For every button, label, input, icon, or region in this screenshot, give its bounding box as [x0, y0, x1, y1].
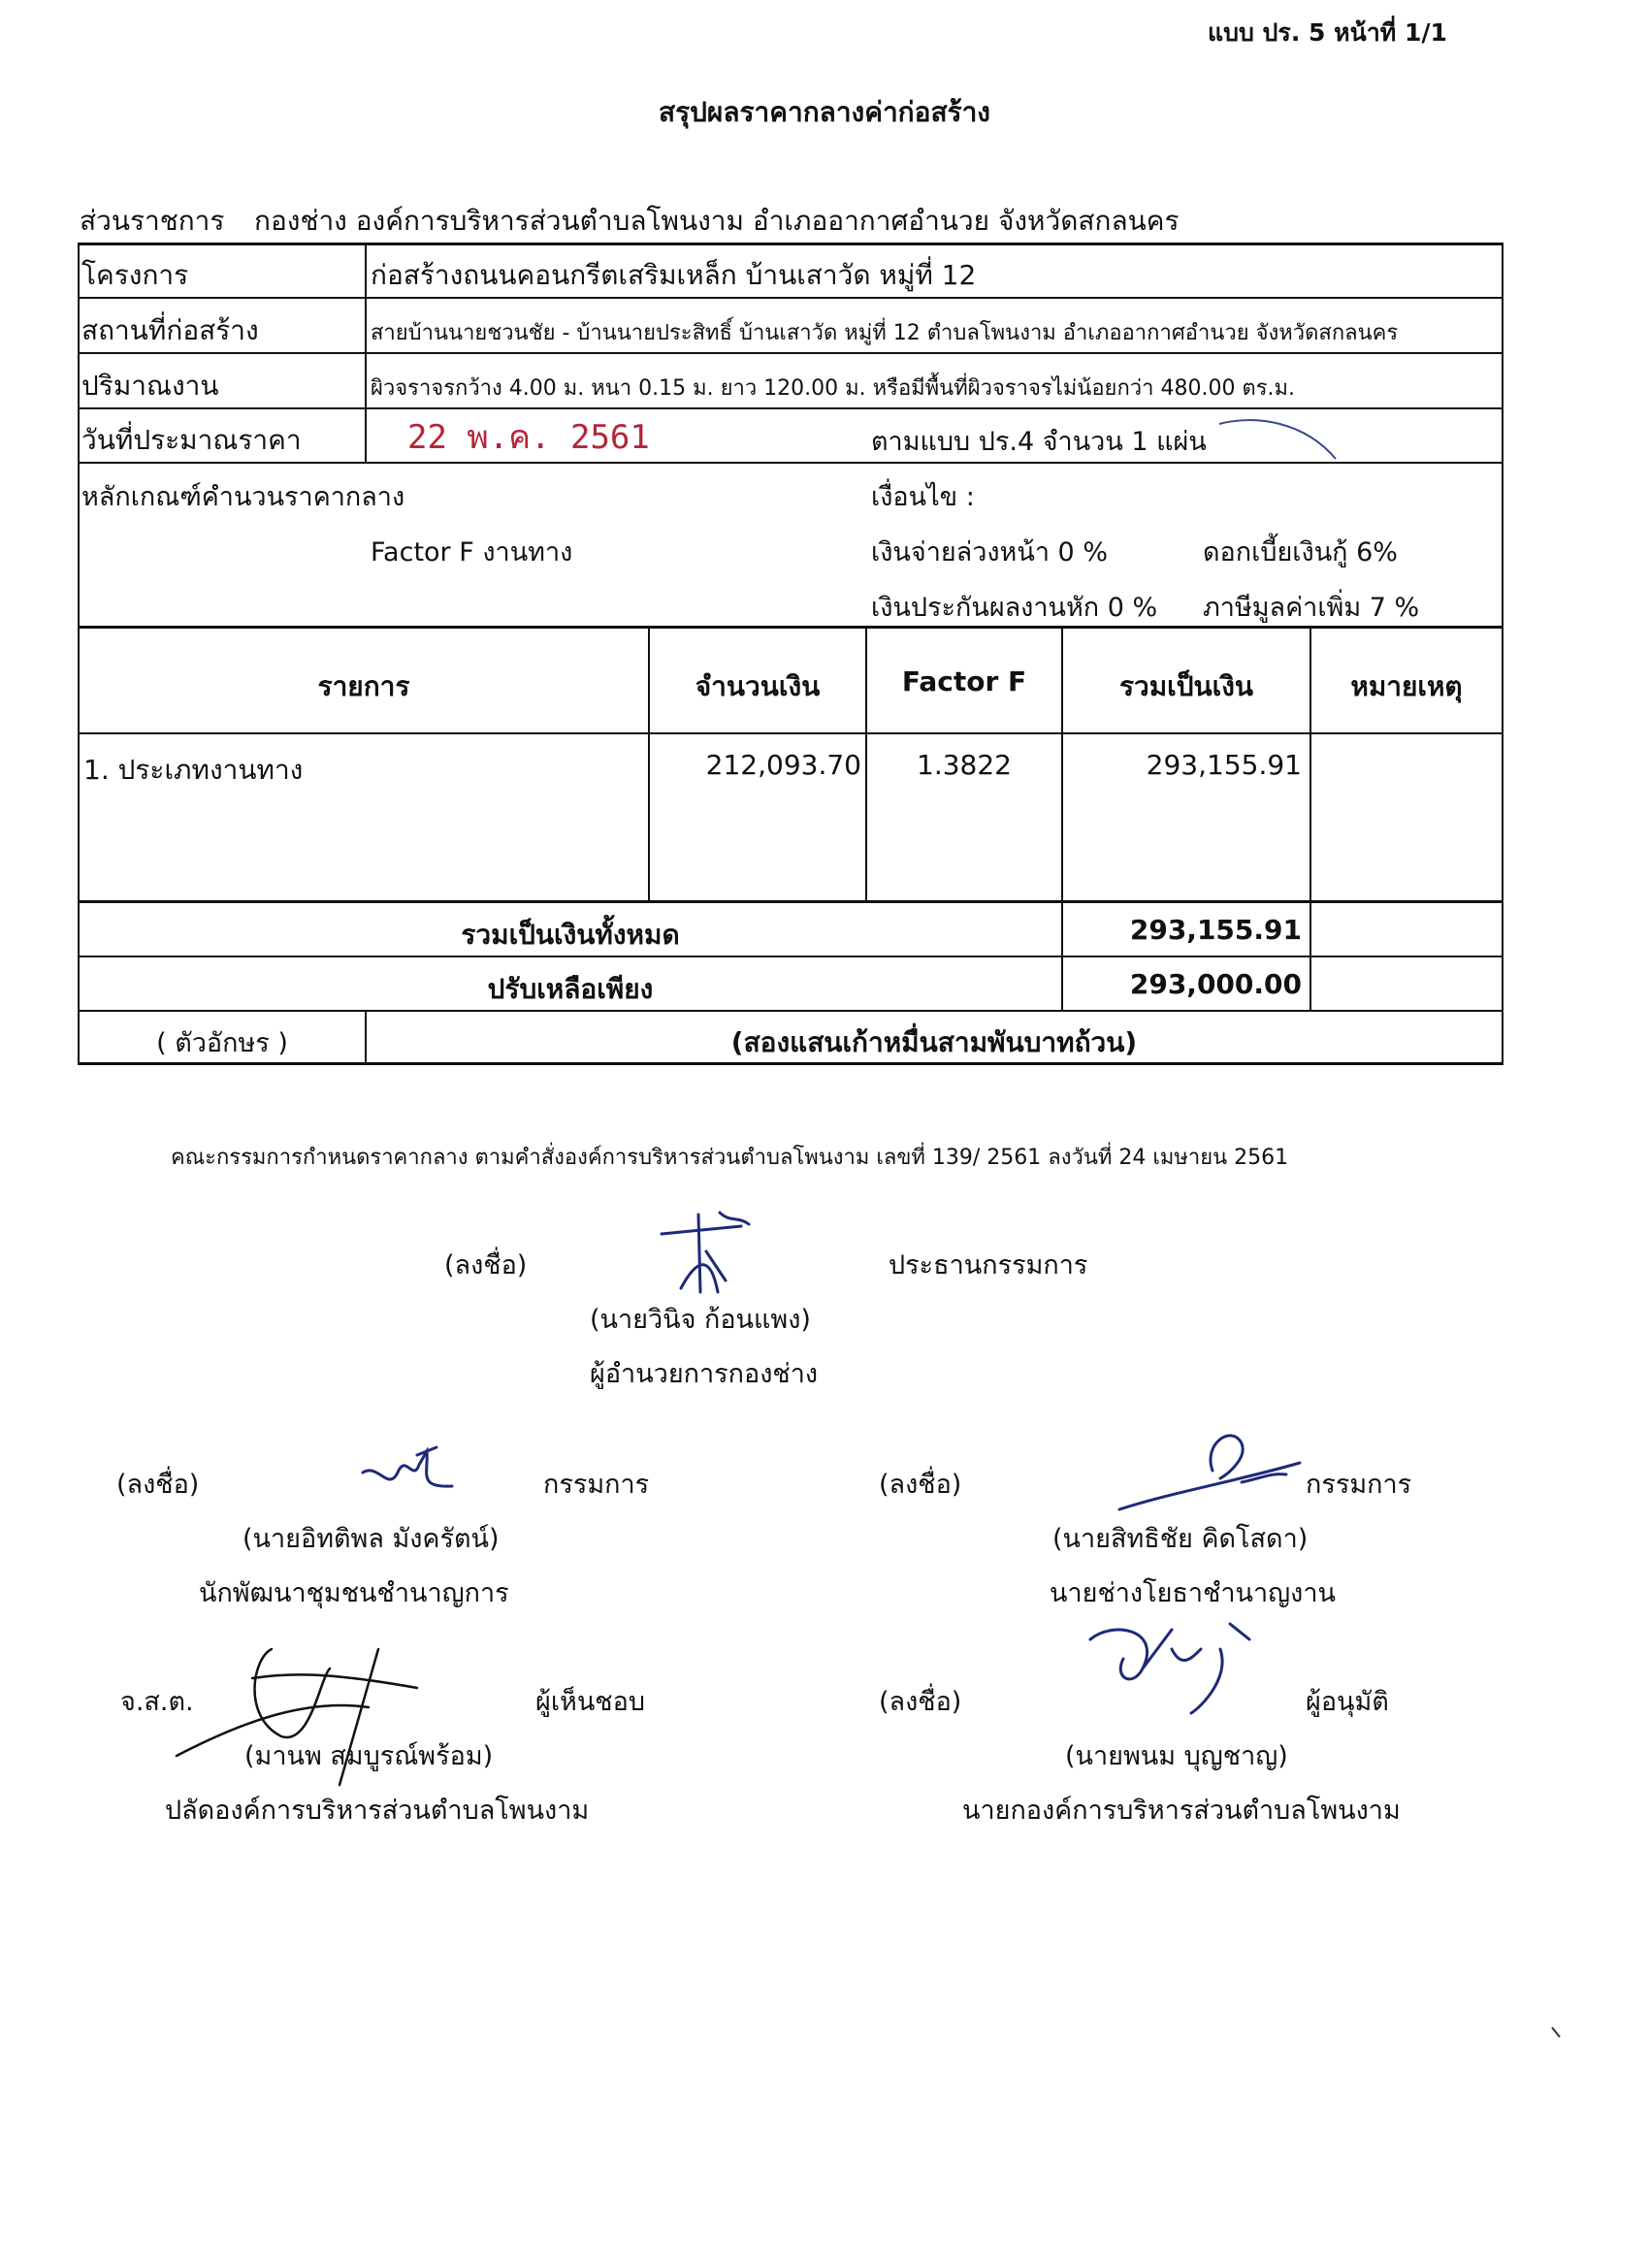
page-title: สรุปผลราคากลางค่าก่อสร้าง	[659, 96, 990, 128]
agency-label: ส่วนราชการ	[80, 205, 225, 237]
signer-position: ผู้อำนวยการกองช่าง	[590, 1359, 819, 1389]
role-label: กรรมการ	[543, 1470, 650, 1500]
header-factor: Factor F	[901, 665, 1027, 697]
header-total: รวมเป็นเงิน	[1118, 670, 1254, 702]
form-reference: ตามแบบ ปร.4 จำนวน 1 แผ่น	[871, 427, 1207, 457]
header-item: รายการ	[317, 670, 410, 702]
conditions-label: เงื่อนไข :	[871, 482, 975, 512]
signer-position: ปลัดองค์การบริหารส่วนตำบลโพนงาม	[165, 1796, 590, 1826]
site-value: สายบ้านนายชวนชัย - บ้านนายประสิทธิ์ บ้านเสาวัด หมู่ที่ 12 ตำบลโพนงาม อำเภออากาศอำนวย จังหวัดสกลนคร	[371, 321, 1399, 345]
signer-name: (นายพนม บุญชาญ)	[1065, 1741, 1288, 1771]
vat: ภาษีมูลค่าเพิ่ม 7 %	[1203, 593, 1420, 623]
words-label: ( ตัวอักษร )	[156, 1028, 288, 1058]
date-label: วันที่ประมาณราคา	[81, 424, 302, 456]
role-label: ผู้เห็นชอบ	[535, 1687, 645, 1717]
signer-name: (นายอิทติพล มังครัตน์)	[242, 1524, 500, 1554]
advance-payment: เงินจ่ายล่วงหน้า 0 %	[871, 537, 1108, 567]
signer-name: (นายวินิจ ก้อนแพง)	[590, 1305, 811, 1335]
loan-interest: ดอกเบี้ยเงินกู้ 6%	[1203, 537, 1398, 567]
project-label: โครงการ	[81, 259, 189, 291]
signer-name: (มานพ สมบูรณ์พร้อม)	[244, 1741, 494, 1771]
quantity-label: ปริมาณงาน	[81, 370, 219, 402]
handwritten-signature-member-2	[1116, 1424, 1310, 1521]
retention: เงินประกันผลงานหัก 0 %	[871, 593, 1158, 623]
signer-name: (นายสิทธิชัย คิดโสดา)	[1052, 1524, 1309, 1554]
sign-label: จ.ส.ต.	[120, 1687, 194, 1717]
role-label: ประธานกรรมการ	[889, 1250, 1088, 1280]
signer-position: นักพัฒนาชุมชนชำนาญการ	[199, 1578, 509, 1608]
sign-label: (ลงชื่อ)	[116, 1470, 200, 1500]
role-label: กรรมการ	[1306, 1470, 1412, 1500]
header-amount: จำนวนเงิน	[695, 670, 821, 702]
factor-label: Factor F งานทาง	[371, 537, 573, 567]
committee-statement: คณะกรรมการกำหนดราคากลาง ตามคำสั่งองค์การบริหารส่วนตำบลโพนงาม เลขที่ 139/ 2561 ลงวันที่ 24 เมษายน 2561	[171, 1146, 1289, 1170]
date-stamp: 22 พ.ค. 2561	[407, 418, 650, 457]
amount-in-words: (สองแสนเก้าหมื่นสามพันบาทถ้วน)	[730, 1026, 1138, 1058]
agency-value: กองช่าง องค์การบริหารส่วนตำบลโพนงาม อำเภออากาศอำนวย จังหวัดสกลนคร	[254, 205, 1180, 237]
rounded-label: ปรับเหลือเพียง	[487, 973, 654, 1005]
site-label: สถานที่ก่อสร้าง	[81, 314, 259, 346]
signer-position: นายกองค์การบริหารส่วนตำบลโพนงาม	[962, 1796, 1401, 1826]
grand-total-label: รวมเป็นเงินทั้งหมด	[461, 919, 680, 951]
row-factor: 1.3822	[917, 749, 1012, 781]
pen-stroke-mark	[1217, 412, 1343, 461]
signer-position: นายช่างโยธาชำนาญงาน	[1050, 1578, 1336, 1608]
handwritten-signature-approver	[1084, 1620, 1269, 1717]
header-note: หมายเหตุ	[1350, 670, 1463, 702]
project-value: ก่อสร้างถนนคอนกรีตเสริมเหล็ก บ้านเสาวัด หมู่ที่ 12	[371, 259, 977, 291]
role-label: ผู้อนุมัติ	[1306, 1687, 1389, 1717]
handwritten-signature-member-1	[359, 1443, 466, 1502]
row-item: 1. ประเภทงานทาง	[83, 754, 304, 786]
scan-mark	[1550, 2025, 1564, 2039]
criteria-label: หลักเกณฑ์คำนวนราคากลาง	[81, 482, 405, 512]
row-amount: 212,093.70	[705, 749, 861, 781]
sign-label: (ลงชื่อ)	[879, 1687, 962, 1717]
form-id: แบบ ปร. 5 หน้าที่ 1/1	[1208, 18, 1447, 47]
sign-label: (ลงชื่อ)	[879, 1470, 962, 1500]
quantity-value: ผิวจราจรกว้าง 4.00 ม. หนา 0.15 ม. ยาว 120.00 ม. หรือมีพื้นที่ผิวจราจรไม่น้อยกว่า 480.00 ตร.ม.	[371, 376, 1296, 401]
sign-label: (ลงชื่อ)	[444, 1250, 528, 1280]
rounded-value: 293,000.00	[1129, 968, 1302, 1000]
grand-total-value: 293,155.91	[1129, 914, 1302, 946]
handwritten-signature-chair	[652, 1203, 759, 1300]
row-total: 293,155.91	[1146, 749, 1302, 781]
